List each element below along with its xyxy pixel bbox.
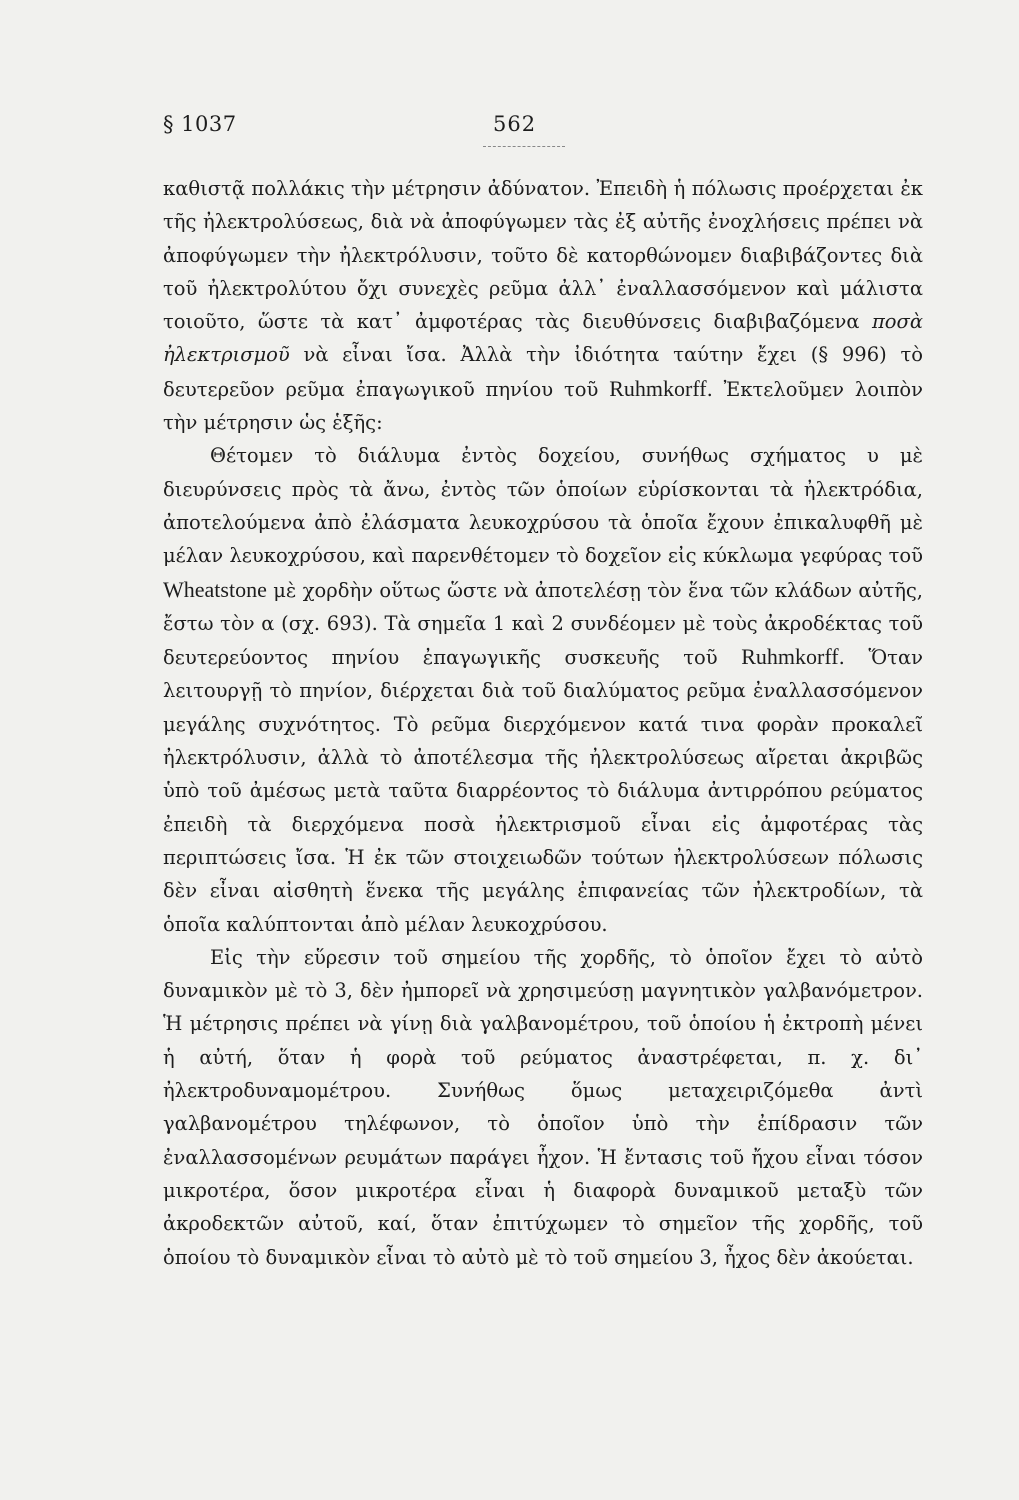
text-span: Εἰς τὴν εὕρεσιν τοῦ σημείου τῆς χορδῆς, τὸ ὁποῖον ἔχει τὸ αὐτὸ δυναμικὸν μὲ τὸ 3, δὲν ἠμπορεῖ νὰ χρησιμεύσῃ μαγνητικὸν γαλβανόμετρον. Ἡ μέτρησις πρέπει νὰ γίνῃ διὰ γαλβανομέτρου, τοῦ ὁποίου ἡ ἐκτροπὴ μένει ἡ αὐτή, ὅταν ἡ φορὰ τοῦ ρεύματος ἀναστρέφεται, π. χ. δι᾿ ἠλεκτροδυναμομέτρου. Συνήθως ὅμως μεταχειριζόμεθα ἀντὶ γαλβανομέτρου τηλέφωνον, τὸ ὁποῖον ὑπὸ τὴν ἐπίδρασιν τῶν ἐναλλασσομένων ρευμάτων παράγει ἦχον. Ἡ ἔντασις τοῦ ἤχου εἶναι τόσον μικροτέρα, ὅσον μικροτέρα εἶναι ἡ διαφορὰ δυναμικοῦ μεταξὺ τῶν ἀκροδεκτῶν αὐτοῦ, καί, ὅταν ἐπιτύχωμεν τὸ σημεῖον τῆς χορδῆς, τοῦ ὁποίου τὸ δυναμικὸν εἶναι τὸ αὐτὸ μὲ τὸ τοῦ σημείου 3, ἦχος δὲν ἀκούεται. xyxy=(163,945,923,1269)
text-span: νὰ εἶναι ἴσα. Ἀλλὰ τὴν ἰδιότητα ταύτην ἔχει (§ 996) τὸ δευτερεῦον ρεῦμα ἐπαγωγικοῦ πηνίου τοῦ xyxy=(163,343,923,401)
page-number: 562 xyxy=(493,112,537,136)
latin-name: Ruhmkorff xyxy=(609,375,707,401)
section-reference: § 1037 xyxy=(163,112,237,136)
text-span: μὲ χορδὴν οὕτως ὥστε νὰ ἀποτελέσῃ τὸν ἕνα τῶν κλάδων αὐτῆς, ἔστω τὸν α (σχ. 693). Τὰ σημεῖα 1 καὶ 2 συνδέομεν μὲ τοὺς ἀκροδέκτας τοῦ δευτερεύοντος πηνίου ἐπαγωγικῆς συσκευῆς τοῦ xyxy=(163,578,923,670)
latin-name: Ruhmkorff xyxy=(741,644,839,670)
text-span: Θέτομεν τὸ διάλυμα ἐντὸς δοχείου, συνήθως σχήματος υ μὲ διευρύνσεις πρὸς τὰ ἄνω, ἐντὸς τῶν ὁποίων εὑρίσκονται τὰ ἠλεκτρόδια, ἀποτελούμενα ἀπὸ ἐλάσματα λευκοχρύσου τὰ ὁποῖα ἔχουν ἐπικαλυφθῆ μὲ μέλαν λευκοχρύσου, καὶ παρενθέτομεν τὸ δοχεῖον εἰς κύκλωμα γεφύρας τοῦ xyxy=(163,444,923,568)
italic-span: ποσὰ ἠλεκτρισμοῦ xyxy=(163,310,923,367)
page-header xyxy=(163,112,923,152)
paragraph xyxy=(163,172,923,439)
text-span: . Ἐκτελοῦμεν λοιπὸν τὴν μέτρησιν ὡς ἑξῆς: xyxy=(163,377,924,435)
paragraph xyxy=(163,439,923,940)
paragraph xyxy=(163,941,923,1274)
latin-name: Wheatstone xyxy=(163,576,267,602)
text-span: . Ὅταν λειτουργῇ τὸ πηνίον, διέρχεται διὰ τοῦ διαλύματος ρεῦμα ἐναλλασσόμενον μεγάλης συχνότητος. Τὸ ρεῦμα διερχόμενον κατά τινα φορὰν προκαλεῖ ἠλεκτρόλυσιν, ἀλλὰ τὸ ἀποτέλεσμα τῆς ἠλεκτρολύσεως αἴρεται ἀκριβῶς ὑπὸ τοῦ ἀμέσως μετὰ ταῦτα διαρρέοντος τὸ διάλυμα ἀντιρρόπου ρεύματος ἐπειδὴ τὰ διερχόμενα ποσὰ ἠλεκτρισμοῦ εἶναι εἰς ἀμφοτέρας τὰς περιπτώσεις ἴσα. Ἡ ἐκ τῶν στοιχειωδῶν τούτων ἠλεκτρολύσεων πόλωσις δὲν εἶναι αἰσθητὴ ἕνεκα τῆς μεγάλης ἐπιφανείας τῶν ἠλεκτροδίων, τὰ ὁποῖα καλύπτονται ἀπὸ μέλαν λευκοχρύσου. xyxy=(163,646,923,936)
page-number-rule xyxy=(483,143,565,147)
body-text xyxy=(163,172,923,1274)
text-span: καθιστᾷ πολλάκις τὴν μέτρησιν ἀδύνατον. Ἐπειδὴ ἡ πόλωσις προέρχεται ἐκ τῆς ἠλεκτρολύσεως, διὰ νὰ ἀποφύγωμεν τὰς ἐξ αὐτῆς ἐνοχλήσεις πρέπει νὰ ἀποφύγωμεν τὴν ἠλεκτρόλυσιν, τοῦτο δὲ κατορθώνομεν διαβιβάζοντες διὰ τοῦ ἠλεκτρολύτου ὄχι συνεχὲς ρεῦμα ἀλλ᾿ ἐναλλασσόμενον καὶ μάλιστα τοιοῦτο, ὥστε τὰ κατ᾿ ἀμφοτέρας τὰς διευθύνσεις διαβιβαζόμενα xyxy=(163,177,923,334)
